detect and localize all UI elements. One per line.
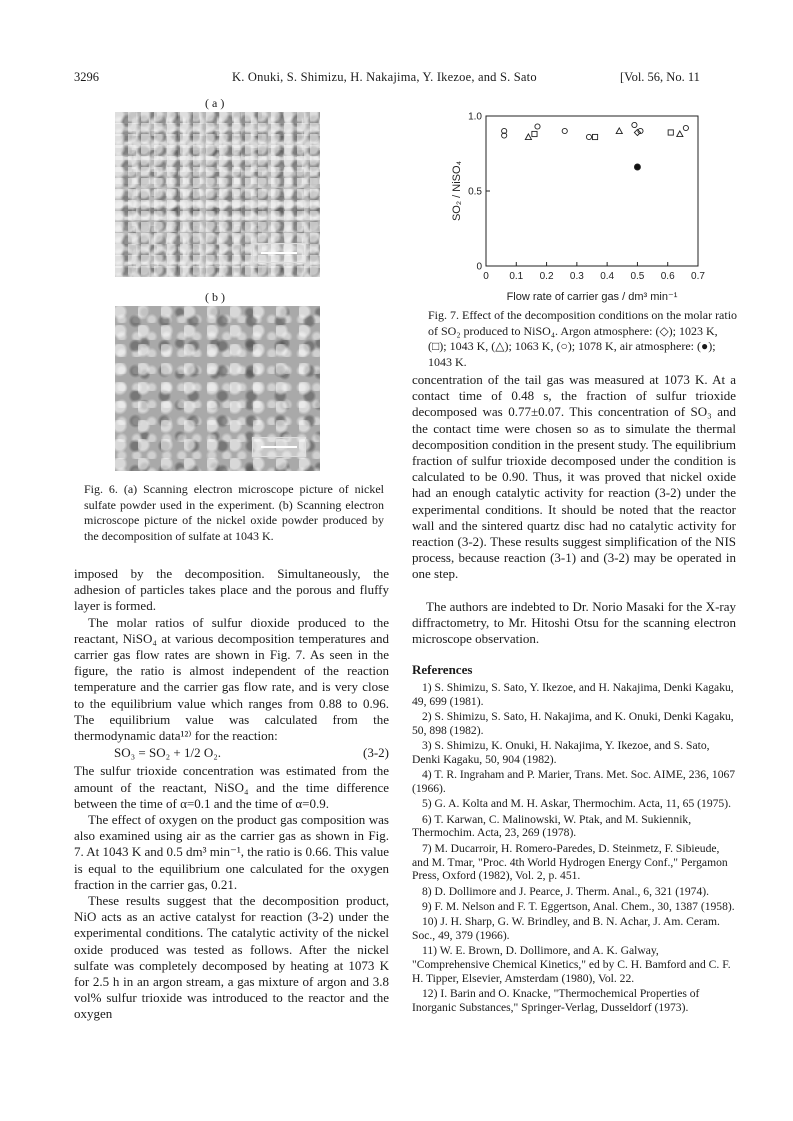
paragraph: The molar ratios of sulfur dioxide produced to the reactant, NiSO₄ at various decomposition temperatures and carrier gas flow rates are shown in Fig. 7. As seen in the figure, the ratio is almost independent of the reaction temperature and the carrier gas flow rate, and is very close to the equilibrium value which ranges from 0.88 to 0.96. The equilibrium value was calculated from the thermodynamic data¹²⁾ for the reaction:: [74, 614, 389, 744]
x-tick-label: 0.6: [660, 271, 675, 282]
x-tick-label: 0.3: [569, 271, 584, 282]
references-heading: References: [412, 662, 473, 677]
page-number: 3296: [74, 70, 99, 84]
sem-image-nickel-oxide: [115, 306, 320, 471]
scale-bar-icon: [252, 243, 306, 263]
equation-text: SO₃ = SO₂ + 1/2 O₂.: [114, 745, 221, 761]
right-column: [412, 372, 736, 647]
reference-item: 2) S. Shimizu, S. Sato, H. Nakajima, and K. Onuki, Denki Kagaku, 50, 898 (1982).: [412, 710, 734, 737]
x-tick-label: 0.7: [691, 271, 705, 282]
reference-item: 3) S. Shimizu, K. Onuki, H. Nakajima, Y. Ikezoe, and S. Sato, Denki Kagaku, 50, 904 (1982).: [412, 739, 710, 766]
left-column: [74, 566, 389, 1023]
x-tick-label: 0.5: [630, 271, 645, 282]
y-axis-ticks: [468, 112, 490, 273]
paragraph: concentration of the tail gas was measured at 1073 K. At a contact time of 0.48 s, the fraction of sulfur trioxide decomposed was 0.77±0.07. This concentration of SO₃ and the contact time were chosen so as to simulate the thermal decomposition condition in the present study. The equilibrium fraction of sulfur trioxide decomposed under the condition is calculated to be 0.90. Thus, it was proved that nickel oxide had an enough catalytic activity for reaction (3-2) under the experimental conditions. It should be noted that the reactor wall and the sintered quartz disc had no catalytic activity for reaction (3-2). These results suggest simplification of the NIS process, because reaction (3-1) and (3-2) may be operated in one step.: [412, 372, 736, 582]
point-square: [668, 130, 673, 135]
data-points: [502, 122, 689, 170]
point-circle: [586, 134, 591, 139]
running-header-authors: K. Onuki, S. Shimizu, H. Nakajima, Y. Ikezoe, and S. Sato: [232, 70, 537, 84]
reference-item: 12) I. Barin and O. Knacke, "Thermochemical Properties of Inorganic Substances," Springer-Verlag, Dusseldorf (1973).: [412, 987, 700, 1015]
x-tick-label: 0.1: [509, 271, 524, 282]
sem-image-nickel-sulfate: [115, 112, 320, 277]
point-triangle: [525, 134, 531, 140]
point-circle: [683, 125, 688, 130]
x-axis-label: Flow rate of carrier gas / dm³ min⁻¹: [506, 291, 678, 303]
figure6a-label: ( a ): [205, 96, 225, 110]
point-diamond: [634, 129, 640, 135]
point-triangle: [677, 131, 683, 137]
references-list: [412, 681, 736, 1016]
y-tick-label: 0: [476, 261, 482, 273]
point-circle: [562, 128, 567, 133]
x-tick-label: 0: [483, 271, 489, 282]
scale-bar-icon: [252, 437, 306, 457]
paragraph: The effect of oxygen on the product gas composition was also examined using air as the carrier gas as shown in Fig. 7. At 1043 K and 0.5 dm³ min⁻¹, the ratio is 0.66. This value is equal to the equilibrium one calculated for the oxygen fraction in the carrier gas, 0.21.: [74, 812, 389, 892]
paragraph: These results suggest that the decomposition product, NiO acts as an active catalyst for reaction (3-2) under the experimental conditions. The catalytic activity of the nickel oxide produced was tested as follows. After the nickel sulfate was completely decomposed by heating at 1073 K for 2.5 h in an argon stream, a gas mixture of argon and 3.8 vol% sulfur trioxide was introduced to the reactor and the oxygen: [74, 893, 389, 1022]
equation-number: (3-2): [363, 745, 389, 761]
figure6-caption: Fig. 6. (a) Scanning electron microscope picture of nickel sulfate powder used in the experiment. (b) Scanning electron microscope picture of the nickel oxide powder produced by the decomposition of sulfate at 1043 K.: [84, 482, 384, 543]
figure7-scatter-chart: [430, 104, 730, 304]
acknowledgment: The authors are indebted to Dr. Norio Masaki for the X-ray diffractometry, to Mr. Hitoshi Otsu for the scanning electron microscope observation.: [412, 598, 736, 647]
point-circle: [535, 124, 540, 129]
reference-item: 5) G. A. Kolta and M. H. Askar, Thermochim. Acta, 11, 65 (1975).: [422, 797, 731, 811]
x-axis-ticks: [483, 262, 705, 282]
figure7-caption: Fig. 7. Effect of the decomposition conditions on the molar ratio of SO₂ produced to NiSO₄. Argon atmosphere: (◇); 1023 K, (□); 1043 K, (△); 1063 K, (○); 1078 K, air atmosphere: (●); 1043 K.: [428, 308, 738, 369]
reference-item: 10) J. H. Sharp, G. W. Brindley, and B. N. Achar, J. Am. Ceram. Soc., 49, 379 (1966).: [412, 915, 720, 943]
reference-item: 9) F. M. Nelson and F. T. Eggertson, Anal. Chem., 30, 1387 (1958).: [422, 899, 735, 913]
figure6b-label: ( b ): [205, 290, 225, 304]
reference-item: 7) M. Ducarroir, H. Romero-Paredes, D. Steinmetz, F. Sibieude, and M. Tmar, "Proc. 4th World Hydrogen Energy Conf.," Pergamon Press, Oxford (1982), Vol. 2, p. 451.: [412, 841, 728, 883]
reference-item: 6) T. Karwan, C. Malinowski, W. Ptak, and M. Sukiennik, Thermochim. Acta, 23, 269 (1978).: [412, 812, 692, 840]
point-circle: [632, 122, 637, 127]
reference-item: 1) S. Shimizu, S. Sato, Y. Ikezoe, and H. Nakajima, Denki Kagaku, 49, 699 (1981).: [412, 681, 734, 708]
equation-3-2: [74, 745, 389, 761]
y-axis-label: SO₂ / NiSO₄: [451, 160, 463, 222]
reference-item: 8) D. Dollimore and J. Pearce, J. Therm. Anal., 6, 321 (1974).: [422, 884, 709, 898]
paragraph: imposed by the decomposition. Simultaneously, the adhesion of particles takes place and the porous and fluffy layer is formed.: [74, 566, 389, 614]
reference-item: 11) W. E. Brown, D. Dollimore, and A. K. Galway, "Comprehensive Chemical Kinetics," ed by C. H. Bamford and C. F. H. Tipper, Elsevier, Amsterdam (1980), Vol. 22.: [412, 944, 731, 985]
running-header-volume: [Vol. 56, No. 11: [620, 70, 700, 84]
paragraph: The sulfur trioxide concentration was estimated from the amount of the reactant, NiSO₄ and the time difference between the time of α=0.1 and the time of α=0.9.: [74, 763, 389, 811]
point-square: [532, 131, 537, 136]
reference-item: 4) T. R. Ingraham and P. Marier, Trans. Met. Soc. AIME, 236, 1067 (1966).: [412, 768, 736, 796]
x-tick-label: 0.4: [600, 271, 615, 282]
x-tick-label: 0.2: [539, 271, 554, 282]
point-square: [592, 134, 597, 139]
point-triangle: [616, 128, 622, 134]
point-filled-circle: [634, 164, 640, 170]
y-tick-label: 1.0: [468, 111, 482, 123]
y-tick-label: 0.5: [468, 186, 482, 198]
